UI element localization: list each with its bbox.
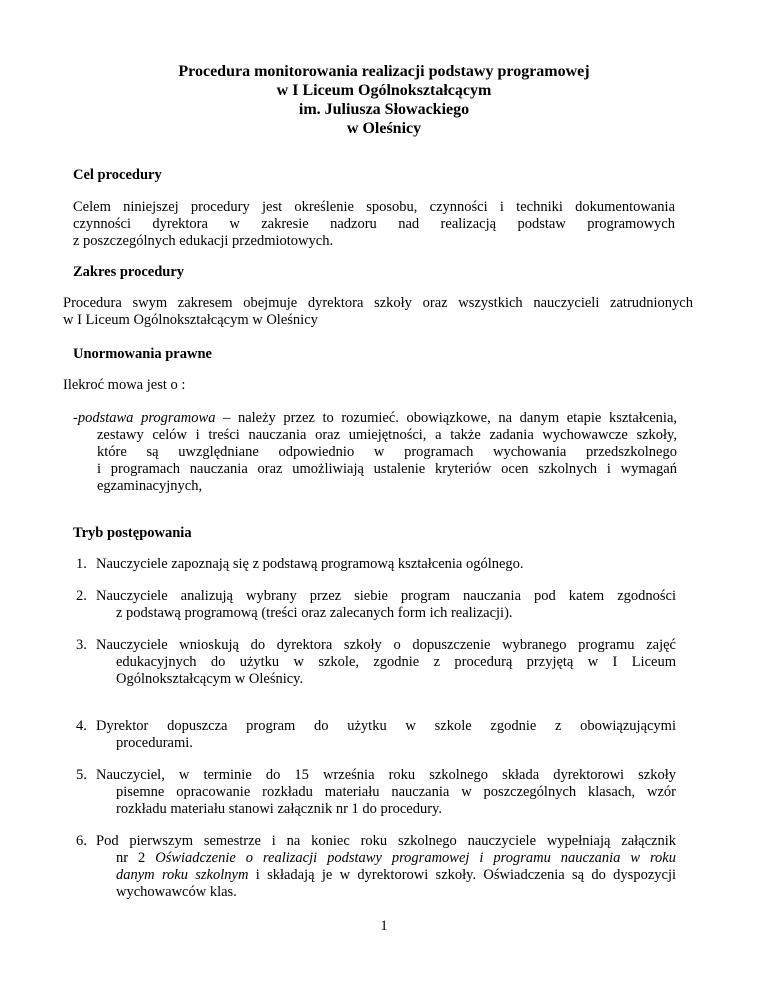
- zakres-line-1: Procedura swym zakresem obejmuje dyrektora szkoły oraz wszystkich nauczycieli zatrudnionych: [63, 295, 693, 311]
- list-item-line: Ogólnokształcącym w Oleśnicy.: [116, 671, 304, 687]
- list-item-line: wychowawców klas.: [116, 884, 237, 900]
- list-item-text: i składają je w dyrektorowi szkoły. Oświadczenia są do dyspozycji: [248, 867, 677, 883]
- unormowania-heading: Unormowania prawne: [73, 346, 212, 362]
- title-line-1: Procedura monitorowania realizacji podstawy programowej: [178, 63, 590, 80]
- unormowania-intro: Ilekroć mowa jest o :: [63, 377, 186, 393]
- list-item-text: nr 2: [116, 850, 156, 866]
- definition-first-line: – należy przez to rozumieć. obowiązkowe, na danym etapie kształcenia,: [215, 410, 678, 426]
- list-item-line: Pod pierwszym semestrze i na koniec roku szkolnego nauczyciele wypełniają załącznik: [96, 833, 676, 849]
- definition-line-5: egzaminacyjnych,: [97, 478, 203, 494]
- list-item-line: procedurami.: [116, 735, 193, 751]
- cel-line-1: Celem niniejszej procedury jest określenie sposobu, czynności i techniki dokumentowania: [73, 199, 675, 215]
- definition-podstawa-programowa: -podstawa programowa – należy przez to rozumieć. obowiązkowe, na danym etapie kształcenia, zestawy celów i treści nauczania oraz umiejętności, a także zadania wychowawcze szkoły, które są uwzględniane odpowiednio w programach wychowania przedszkolnego i programach nauczania oraz umożliwiają ustalenie kryteriów ocen szkolnych i wymagań egzaminacyjnych,: [73, 410, 678, 494]
- title-line-2: w I Liceum Ogólnokształcącym: [276, 82, 492, 99]
- list-item-line: Dyrektor dopuszcza program do użytku w szkole zgodnie z obowiązującymi: [96, 718, 676, 734]
- list-item-line: Nauczyciel, w terminie do 15 września roku szkolnego składa dyrektorowi szkoły: [96, 767, 676, 783]
- list-item-number: 5.: [76, 767, 87, 783]
- list-item-line: edukacyjnych do użytku w szkole, zgodnie z procedurą przyjętą w I Liceum: [116, 654, 676, 670]
- tryb-heading: Tryb postępowania: [73, 525, 192, 541]
- list-item-number: 1.: [76, 556, 87, 572]
- definition-line-4: i programach nauczania oraz umożliwiają ustalenie kryteriów ocen szkolnych i wymagań: [97, 461, 677, 477]
- definition-line-2: zestawy celów i treści nauczania oraz umiejętności, a także zadania wychowawcze szkoły,: [97, 427, 677, 443]
- list-item-line: Nauczyciele wnioskują do dyrektora szkoły o dopuszczenie wybranego programu zajęć: [96, 637, 676, 653]
- oswiadczenie-title-text: Oświadczenie o realizacji podstawy programowej i programu nauczania w roku: [155, 850, 676, 866]
- list-item-number: 4.: [76, 718, 87, 734]
- list-item-2: [76, 588, 676, 622]
- cel-paragraph: [73, 199, 675, 250]
- list-item-6: [76, 833, 677, 901]
- list-item-line: rozkładu materiału stanowi załącznik nr 1 do procedury.: [116, 801, 442, 817]
- list-item-5: [76, 767, 676, 818]
- list-item-1: [76, 556, 676, 573]
- list-item-3: [76, 637, 676, 688]
- list-item-line: z podstawą programową (treści oraz zalecanych form ich realizacji).: [116, 605, 513, 621]
- list-item-line: Nauczyciele zapoznają się z podstawą programową kształcenia ogólnego.: [96, 556, 524, 572]
- document-title: [0, 62, 768, 138]
- zakres-paragraph: [63, 295, 693, 329]
- title-line-3: im. Juliusza Słowackiego: [298, 101, 470, 118]
- list-item-line: pisemne opracowanie rozkładu materiału nauczania w poszczególnych klasach, wzór: [116, 784, 676, 800]
- definition-term: podstawa programowa: [77, 410, 216, 426]
- list-item-line: [96, 867, 676, 884]
- list-item-4: [76, 718, 676, 752]
- cel-heading: Cel procedury: [73, 167, 162, 183]
- list-item-line: Nauczyciele analizują wybrany przez siebie program nauczania pod katem zgodności: [96, 588, 676, 604]
- title-line-4: w Oleśnicy: [346, 120, 422, 137]
- list-item-number: 6.: [76, 833, 87, 849]
- cel-line-3: z poszczególnych edukacji przedmiotowych.: [73, 233, 334, 249]
- list-item-number: 3.: [76, 637, 87, 653]
- zakres-heading: Zakres procedury: [73, 264, 185, 280]
- page-number: 1: [380, 918, 388, 934]
- list-item-number: 2.: [76, 588, 87, 604]
- oswiadczenie-title-text: danym roku szkolnym: [116, 867, 249, 883]
- cel-line-2: czynności dyrektora w zakresie nadzoru nad realizacją podstaw programowych: [73, 216, 675, 232]
- zakres-line-2: w I Liceum Ogólnokształcącym w Oleśnicy: [63, 312, 318, 328]
- definition-line-3: które są uwzględniane odpowiednio w programach wychowania przedszkolnego: [97, 444, 677, 460]
- list-item-line: [96, 850, 676, 867]
